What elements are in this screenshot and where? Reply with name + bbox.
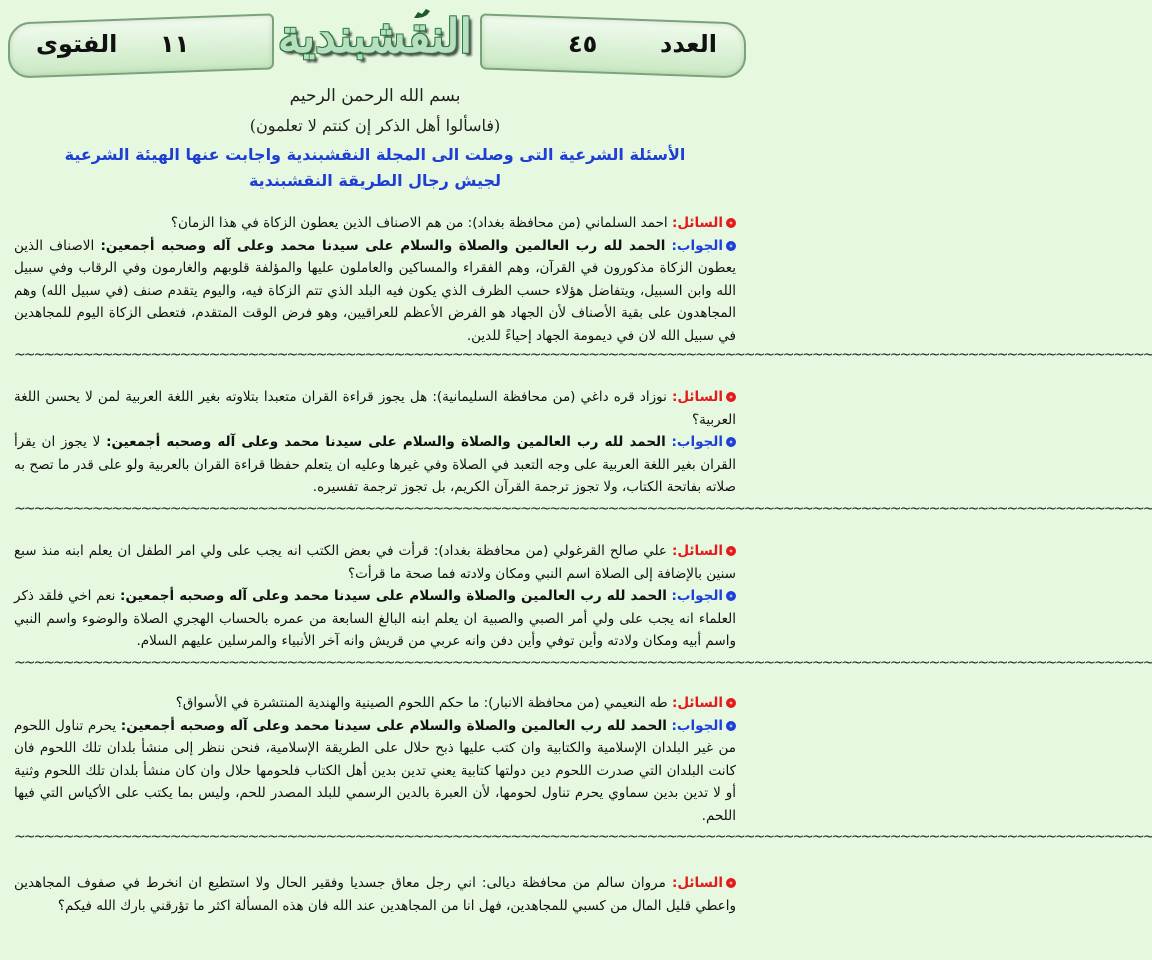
section-divider: ~~~~~~~~~~~~~~~~~~~~~~~~~~~~~~~~~~~~~~~~~~~~~~~~~~~~~~~~~~~~~~~~~~~~~~~~~~~~~~~~~~~~~~~~~~~~~~~~~~~~~~~~~~~~~~~~~~~~~	[14, 501, 1152, 517]
questioner-label: السائل:	[671, 215, 723, 231]
answer-label: الجواب:	[671, 237, 723, 254]
answer-label: الجواب:	[671, 434, 723, 450]
answer-label: الجواب:	[671, 717, 723, 734]
question-text: احمد السلماني (من محافظة بغداد): من هم الاصناف الذين يعطون الزكاة في هذا الزمان؟	[170, 215, 668, 231]
magazine-logo	[262, 0, 488, 80]
fatwa-label: الفتوى	[36, 30, 118, 58]
answer	[14, 585, 736, 653]
intro-heading	[0, 142, 750, 194]
question-bullet-icon	[726, 546, 736, 556]
question-text: علي صالح القرغولي (من محافظة بغداد): قرأت في بعض الكتب انه يجب على ولي امر الطفل ان يعلم ابنه منذ سبع سنين بالإضافة إلى الصلاة اسم النبي ومكان ولادته فما صحة ما قرأت؟	[14, 543, 736, 582]
logo-text: النقشبندية	[277, 9, 473, 63]
answer	[14, 431, 736, 499]
answer	[14, 235, 736, 348]
answer-bullet-icon	[726, 721, 736, 731]
issue-number: ٤٥	[568, 30, 598, 58]
qa-block	[14, 386, 736, 499]
question	[14, 692, 736, 715]
quran-verse: (فاسألوا أهل الذكر إن كنتم لا تعلمون)	[249, 116, 501, 135]
horse-rider-icon	[412, 6, 432, 20]
issue-label: العدد	[660, 30, 717, 58]
intro-line-1: الأسئلة الشرعية التى وصلت الى المجلة النقشبندية واجابت عنها الهيئة الشرعية	[64, 145, 686, 164]
question-bullet-icon	[726, 392, 736, 402]
questioner-label: السائل:	[671, 695, 723, 711]
question-text: طه النعيمي (من محافظة الانبار): ما حكم اللحوم الصينية والهندية المنتشرة في الأسواق؟	[175, 695, 668, 711]
intro-line-2: لجيش رجال الطريقة النقشبندية	[248, 171, 502, 190]
page-header	[0, 0, 750, 86]
answer-opening: الحمد لله رب العالمين والصلاة والسلام على سيدنا محمد وعلى آله وصحبه أجمعين:	[120, 717, 667, 734]
answer-opening: الحمد لله رب العالمين والصلاة والسلام على سيدنا محمد وعلى آله وصحبه أجمعين:	[100, 237, 666, 254]
qa-block	[14, 692, 736, 827]
question-bullet-icon	[726, 698, 736, 708]
question-text: مروان سالم من محافظة ديالى: اني رجل معاق جسديا وفقير الحال ولا استطيع ان انخرط في صفوف المجاهدين واعطي قليل المال من كسبي للمجاهدين، فهل انا من المجاهدين عند الله فان هذه المسألة اكثر ما تؤرقني بارك الله فيكم؟	[14, 875, 736, 914]
answer	[14, 715, 736, 828]
fatwa-number: ١١	[160, 30, 190, 58]
qa-block	[14, 540, 736, 653]
question	[14, 872, 736, 917]
answer-opening: الحمد لله رب العالمين والصلاة والسلام على سيدنا محمد وعلى آله وصحبه أجمعين:	[106, 434, 666, 450]
section-divider: ~~~~~~~~~~~~~~~~~~~~~~~~~~~~~~~~~~~~~~~~~~~~~~~~~~~~~~~~~~~~~~~~~~~~~~~~~~~~~~~~~~~~~~~~~~~~~~~~~~~~~~~~~~~~~~~~~~~~~	[14, 655, 1152, 671]
question-bullet-icon	[726, 218, 736, 228]
answer-text: الاصناف الذين يعطون الزكاة مذكورون في القرآن، وهم الفقراء والمساكين والعاملون عليها والمؤلفة قلوبهم والغارمون وفي الرقاب وفي سبيل الله وابن السبيل، ويتفاضل هؤلاء حسب الظرف الذي يكون فيه البلد الذي تتم الزكاة فيه، واليوم يتقدم صنف (في سبيل الله) وهم المجاهدون على بقية الأصناف لأن الجهاد هو الفرض الأعظم للعراقيين، وهو فرض الوقت المتقدم، فتعطى الزكاة اليوم للمجاهدين في سبيل الله لان في ديمومة الجهاد إحياءً للدين.	[14, 237, 736, 344]
section-divider: ~~~~~~~~~~~~~~~~~~~~~~~~~~~~~~~~~~~~~~~~~~~~~~~~~~~~~~~~~~~~~~~~~~~~~~~~~~~~~~~~~~~~~~~~~~~~~~~~~~~~~~~~~~~~~~~~~~~~~	[14, 347, 1152, 363]
answer-label: الجواب:	[671, 588, 724, 604]
answer-text: نعم اخي فلقد ذكر العلماء انه يجب على ولي أمر الصبي والصبية ان يعلم ابنه البالغ السابعة من عمره بالحساب الهجري الصلاة والوضوء واسم النبي واسم أبيه ومكان ولادته وأين توفي وأين دفن وانه عربي من قريش وانه آخر الأنبياء والمرسلين عليهم السلام.	[14, 588, 736, 649]
qa-block	[14, 212, 736, 347]
qa-block	[14, 872, 736, 917]
answer-bullet-icon	[726, 437, 736, 447]
basmala: بسم الله الرحمن الرحيم	[289, 86, 461, 106]
question-bullet-icon	[726, 878, 736, 888]
question-text: نوزاد قره داغي (من محافظة السليمانية): هل يجوز قراءة القران متعبدا بتلاوته بغير اللغة العربية لمن لا يحسن اللغة العربية؟	[14, 389, 736, 428]
answer-opening: الحمد لله رب العالمين والصلاة والسلام على سيدنا محمد وعلى آله وصحبه أجمعين:	[120, 588, 667, 604]
question	[14, 540, 736, 585]
questioner-label: السائل:	[671, 543, 723, 559]
questioner-label: السائل:	[671, 389, 724, 405]
answer-bullet-icon	[726, 591, 736, 601]
section-divider: ~~~~~~~~~~~~~~~~~~~~~~~~~~~~~~~~~~~~~~~~~~~~~~~~~~~~~~~~~~~~~~~~~~~~~~~~~~~~~~~~~~~~~~~~~~~~~~~~~~~~~~~~~~~~~~~~~~~~~	[14, 829, 1152, 845]
questioner-label: السائل:	[671, 875, 723, 891]
answer-text: يحرم تناول اللحوم من غير البلدان الإسلامية والكتابية وان كتب عليها ذبح حلال على الطريقة الإسلامية، فنحن ننظر إلى منشأ بلدان تلك اللحوم فان كانت البلدان التي صدرت اللحوم دين دولتها كتابية يعني تدين بدين أهل الكتاب فلحومها حلال وان كان منشأ بلدان تلك اللحوم وثنية أو لا تدين بدين سماوي يحرم تناول لحومها، لأن العبرة بالدين الرسمي للبلد المصدر للحم، وليس بما يكتب على الأكياس التي فيها اللحم.	[14, 717, 736, 824]
answer-bullet-icon	[726, 241, 736, 251]
question	[14, 386, 736, 431]
answer-text: لا يجوز ان يقرأ القران بغير اللغة العربية على وجه التعبد في الصلاة وفي غيرها وعليه ان يتعلم حفظا قراءة القران بالعربية ولو على قدر ما تصح به صلاته بفاتحة الكتاب، ولا تجوز ترجمة القرآن الكريم، بل تجوز ترجمة تفسيره.	[14, 434, 736, 495]
question	[14, 212, 736, 235]
